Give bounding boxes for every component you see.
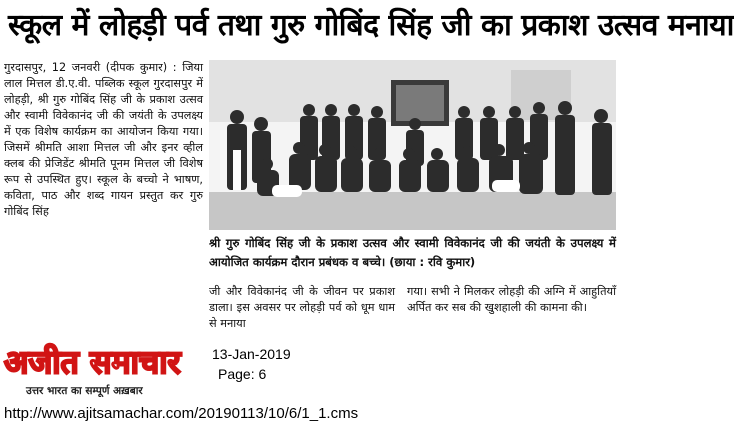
article-photo — [209, 60, 616, 230]
article-body-second-column: जी और विवेकानंद जी के जीवन पर प्रकाश डाला। इस अवसर पर लोहड़ी पर्व को धूम धाम से मनाया — [209, 285, 395, 330]
article-body-third-column: गया। सभी ने मिलकर लोहड़ी की अग्नि में आहुतियाँ अर्पित कर सब की खुशहाली की कामना की। — [407, 285, 616, 314]
article-body-first-column: गुरदासपुर, 12 जनवरी (दीपक कुमार) : जिया लाल मित्तल डी.ए.वी. पब्लिक स्कूल गुरदासपुर में लोहड़ी, श्री गुरु गोबिंद सिंह जी के प्रकाश उत्सव और स्वामी विवेकानंद जी की जयंती के उपलक्ष्य में एक विशेष कार्यक्रम का आयोजन किया गया। जिसमें श्रीमति आशा मित्तल जी और इनर व्हील क्लब की प्रेजिडेंट श्रीमति पूनम मित्तल जी विशेष रूप से उपस्थित हुए। स्कूल के बच्चो ने भाषण, कविता, पाठ और शब्द गायन प्रस्तुत कर गुरु गोबिंद सिंह — [4, 61, 203, 218]
source-url[interactable]: http://www.ajitsamachar.com/20190113/10/6/1_1.cms — [4, 405, 359, 422]
article-headline: स्कूल में लोहड़ी पर्व तथा गुरु गोबिंद सिंह जी का प्रकाश उत्सव मनाया — [8, 8, 734, 43]
publication-date: 13-Jan-2019 — [212, 346, 291, 362]
newspaper-logo: अजीत समाचार — [4, 343, 181, 381]
newspaper-tagline: उत्तर भारत का सम्पूर्ण अख़बार — [26, 385, 143, 397]
photo-caption: श्री गुरु गोबिंद सिंह जी के प्रकाश उत्सव और स्वामी विवेकानंद जी की जयंती के उपलक्ष्य में आयोजित कार्यक्रम दौरान प्रबंधक व बच्चे। (छाया : रवि कुमार) — [209, 236, 616, 269]
page-number: Page: 6 — [218, 366, 267, 382]
